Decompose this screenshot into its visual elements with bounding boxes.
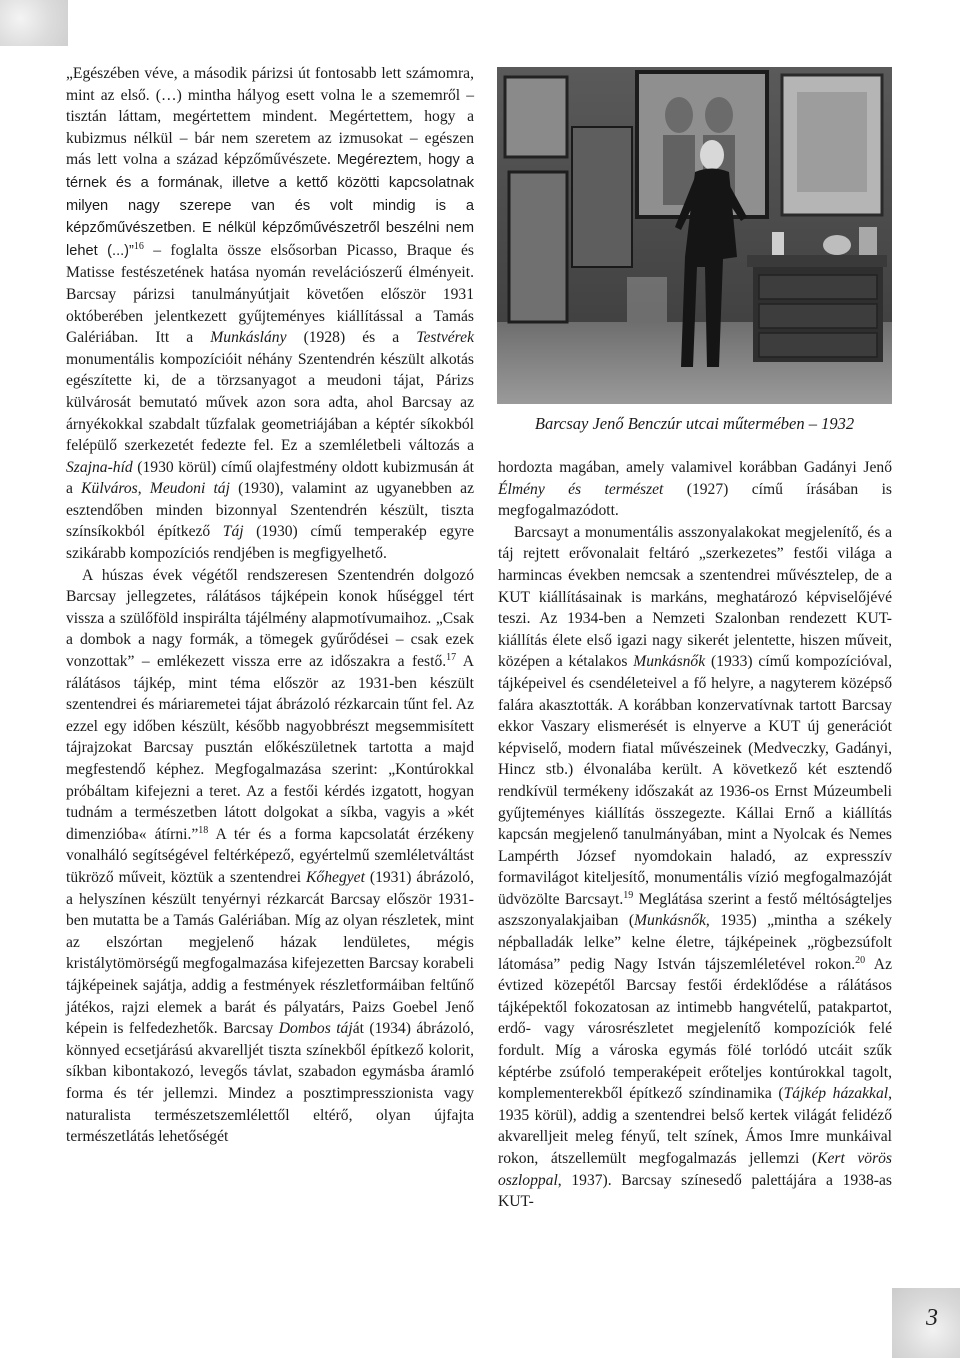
artwork-title: Kert vörös oszloppal — [498, 1150, 892, 1189]
artwork-title: Dombos táj — [278, 1020, 353, 1038]
artwork-title: Testvérek — [416, 329, 474, 347]
studio-photograph — [497, 67, 892, 404]
text-run: (1927) című írásában is megfogalmazódott. — [498, 480, 892, 520]
paragraph — [498, 457, 892, 522]
corner-decoration-top-left — [0, 0, 68, 46]
footnote-ref: 18 — [198, 824, 209, 836]
artwork-title: Tájkép házakkal — [783, 1085, 889, 1103]
text-run: Az évtized közepétől Barcsay festői érdeklődése a rálátásos tájképektől fokozatosan az intimebb hangvételű, patakpartot, erdő- vagy városrészletet megjelenítő kompozíciók felé fordult. Míg a városka egymás fölé torlódó utcáit szűk képtérbe zsúfoló temperaképeit erőteljes kontúrokkal tagolt, komplementerekből építkező színdinamika ( — [498, 955, 892, 1103]
text-run: (1933) című kompozícióval, tájképeivel és csendéleteivel a fő helyre, a nagyterem középső falára akasztották. A korábban konzervatívnak tartott Barcsay ekkor Vaszary elismerését is elnyerve a KUT új generációt képviselő, modern fiatal művészeinek (Medveczky, Gadányi, Hincz stb.) élvonalába került. A következő két esztendő rendkívül termékeny időszakát az 1936-os Ernst Múzeumbeli gyűjteményes kiállítás összegezte. Kállai Ernő a kiállítás kapcsán megjelenő tanulmányában, mint a Nyolcak és Nemes Lampérth József nyomdokain haladó, az expresszív formavilágot kiteljesítő, monumentális vízió megfogalmazóját üdvözölte Barcsayt. — [498, 653, 892, 908]
text-run: hordozta magában, amely valamivel korábban Gadányi Jenő — [498, 459, 892, 476]
left-text-column — [66, 63, 474, 1278]
text-run: (1931) ábrázoló, a helyszínen készült tenyérnyi rézkarcát Barcsay először 1931-ben mutatta be a Tamás Galériában. Míg az olyan részletek, mint az elszórtan megjelenő házak lendületes, mégis kristálytömörségű megfogalmazása kifejezetten Barcsay korabeli tájképeinek sajátja, addig a festmények részletformáiban feltűnő játékos, rajzi elemek a barát és pályatárs, Paizs Goebel Jenő képein is felfedezhetők. Barcsay — [66, 868, 474, 1038]
text-run: , 1935) „mintha a székely népballadák lelke” kelne életre, tájképeinek „rögbezsúfolt látomása” pedig Nagy István tájszemléletével rokon. — [498, 912, 892, 973]
text-run: (1930) című temperakép egyre szikárabb kompozíciós rendjében is megfigyelhető. — [66, 523, 474, 563]
artwork-title: Munkásnők — [634, 912, 706, 930]
quote-text: „Egészében véve, a második párizsi út fontosabb lett számomra, mint az első. (…) mintha hályog esett volna le a szememről – tisztán láttam, megértettem mindent. Megértettem, hogy a kubizmus nélkül – bár nem szeretem az izmusokat – egészen más lett volna a század képzőművészete. — [66, 65, 474, 169]
text-run: (1930), valamint az ugyanebben az esztendőben minden bizonnyal Szentendrén készült, tiszta színsíkokból építkező — [66, 480, 474, 541]
artwork-title: Szajna-híd — [66, 458, 133, 476]
text-run: A húszas évek végétől rendszeresen Szentendrén dolgozó Barcsay jellegzetes, rálátásos tájképein konok hűséggel tért vissza a szülőföld inspirálta tájélmény alapmotívumaihoz. „Csak a dombok a nagy formák, a tömegek gyűrődései – csak ezek vonzottak” – emlékezett vissza erre az időszakra a festő. — [66, 566, 474, 671]
quote-text-sans: Megéreztem, hogy a térnek és a formának, illetve a kettő közötti kapcsolatnak milyen nagy szerepe van és volt mindig is a képzőművészetben. E nélkül képzőművészetről beszélni nem lehet (...)” — [66, 152, 474, 259]
text-run: Meglátása szerint a festő méltóságteljes aszszonyalakjaiban ( — [498, 890, 892, 930]
text-run: A tér és a forma kapcsolatát érzékeny vonalháló segítségével feltérképező, egyértelmű szemléletváltást tükröző műveit, köztük a szentendrei — [66, 825, 474, 886]
footnote-ref: 17 — [446, 651, 457, 663]
photograph-image — [497, 67, 892, 404]
text-run: Barcsayt a monumentális asszonyalakokat megjelenítő, és a táj rejtett erővonalait feltáró „szerkezetes” festői világa a harmincas években nemcsak a szentendrei művésztelep, de a KUT kiállításainak is markáns, meghatározó képviselőjévé teszi. Az 1934-ben a Nemzeti Szalonban rendezett KUT-kiállítás élete első igazi nagy sikerét jelentette, hiszen műveit, középen a kétalakos — [498, 523, 892, 671]
text-run: (1930 körül) című olajfestmény oldott kubizmusán át a — [66, 458, 474, 498]
artwork-title: Kőhegyet — [306, 868, 365, 886]
paragraph — [66, 63, 474, 565]
page-number: 3 — [926, 1305, 938, 1331]
text-run: , 1935 körül), addig a szentendrei belső kertek világát felidéző akvarelljeit meleg fényű, telt színek, Ámos Imre munkáival rokon, átszellemült megfogalmazás jellemzi ( — [498, 1085, 892, 1167]
right-text-column — [498, 457, 892, 1267]
text-run: , — [137, 480, 150, 498]
text-run: (1928) és a — [286, 329, 417, 347]
text-run: át (1934) ábrázoló, könnyed ecsetjárású akvarelljét tiszta színekből építkező kolorit, síkban kibontakozó, levegős távlat, szabadon egymásba áramló forma és tér jellemzi. Mindez a posztimpresszionista vagy naturalista természetszemlélettől eltérő, olyan újfajta természetlátás lehetőségét — [66, 1020, 475, 1146]
artwork-title: Táj — [222, 523, 244, 541]
artwork-title: Meudoni táj — [149, 480, 230, 498]
footnote-ref: 20 — [855, 954, 866, 966]
photo-caption: Barcsay Jenő Benczúr utcai műtermében – 1932 — [534, 414, 855, 433]
artwork-title: Külváros — [81, 480, 138, 498]
footnote-ref: 19 — [623, 889, 634, 901]
text-run: – foglalta össze elsősorban Picasso, Braque és Matisse festészetének hatása nyomán revelációszerű élményeit. Barcsay párizsi tanulmányútjait követően először 1931 októberében jelentkezett gyűjteményes kiállítással a Tamás Galériában. Itt a — [66, 241, 474, 347]
artwork-title: Élmény és természet — [498, 480, 664, 498]
artwork-title: Munkásnők — [633, 653, 706, 671]
text-run: , 1937). Barcsay színesedő palettájára a 1938-as KUT- — [498, 1171, 892, 1211]
text-run: A rálátásos tájkép, mint téma először az 1931-ben készült szentendrei és máriaremetei tájat ábrázoló rézkarcain tűnt fel. Az ezzel egy időben készült, később nagyobbrészt megsemmisített tájrajzokat Barcsay pusztán előkészületnek tartotta a majd megfestendő képhez. Megfogalmazása szerint: „Kontúrokkal próbáltam kifejezni a teret. Az a festői kérdés izgatott, hogyan tudnám a természetben látott dolgokat a síkba, vagyis a »két dimenzióba« átírni.” — [66, 653, 474, 843]
paragraph — [66, 565, 474, 1148]
text-run: monumentális kompozícióit néhány Szentendrén készült alkotás egészítette ki, de a törzsanyagot a meudoni tájat, Párizs külvárosát bemutató művek azon sora adta, ahol Barcsay az árnyékokkal szabdalt tűzfalak geometriájában a képtér síkokból felépülő szerkezetét fedezte fel. Ez a szemléletbeli változás a — [66, 350, 474, 455]
artwork-title: Munkáslány — [210, 329, 287, 347]
paragraph — [498, 522, 892, 1213]
footnote-ref: 16 — [133, 240, 144, 252]
